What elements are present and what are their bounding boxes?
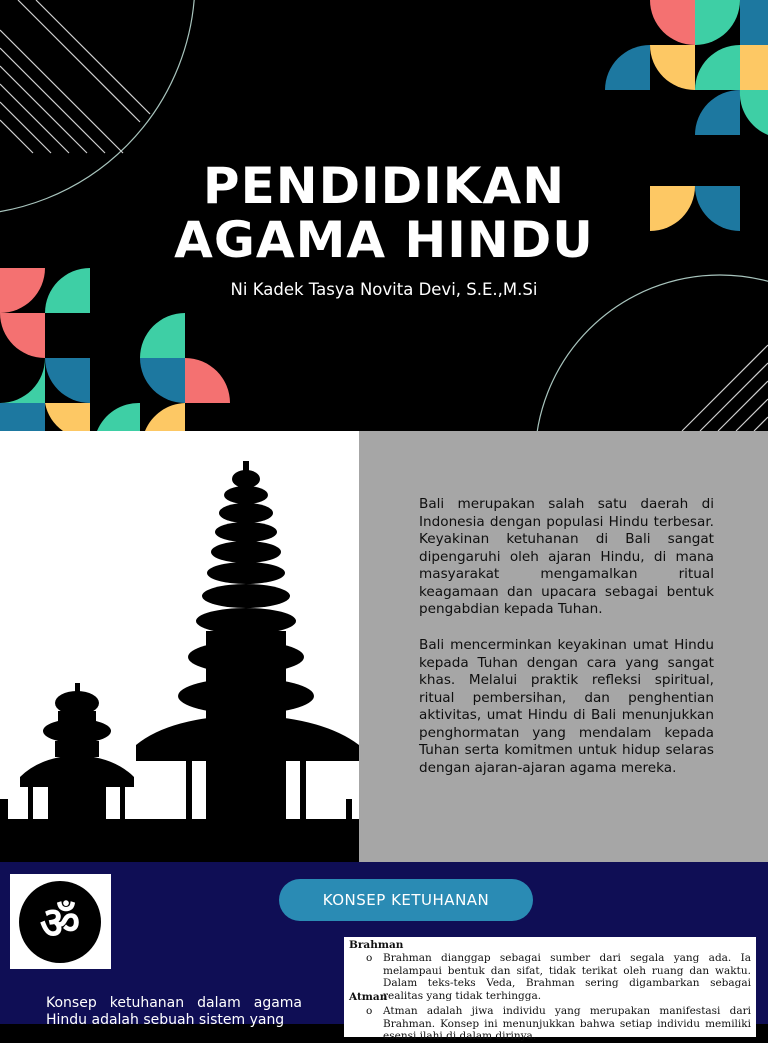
konsep-heading-button[interactable]: KONSEP KETUHANAN (279, 879, 533, 921)
definition-atman: Atman adalah jiwa individu yang merupakan manifestasi dari Brahman. Konsep ini menunjukkan bahwa setiap individu memiliki esensi ilahi di dalam dirinya. (383, 1005, 751, 1042)
om-symbol: ॐ (39, 898, 81, 949)
bullet-marker: o (366, 1005, 373, 1017)
term-brahman: Brahman (349, 939, 404, 951)
hero-banner (0, 0, 768, 431)
om-image (10, 874, 111, 969)
title-line-1: PENDIDIKAN (202, 157, 566, 215)
temple-image (0, 431, 359, 862)
author-subtitle: Ni Kadek Tasya Novita Devi, S.E.,M.Si (230, 280, 538, 299)
definition-brahman: Brahman dianggap sebagai sumber dari segala yang ada. Ia melampaui bentuk dan sifat, tidak terikat oleh ruang dan waktu. Dalam teks-teks Veda, Brahman sering digambarkan sebagai realitas yang tidak terhingga. (383, 952, 751, 1002)
konsep-section (0, 862, 768, 1042)
konsep-text: Konsep ketuhanan dalam agama Hindu adalah sebuah sistem yang (46, 995, 302, 1028)
intro-paragraph-2: Bali mencerminkan keyakinan umat Hindu kepada Tuhan dengan cara yang sangat khas. Melalui praktik refleksi spiritual, ritual pembersihan, dan penghentian aktivitas, umat Hindu di Bali menunjukkan penghormatan yang mendalam kepada Tuhan serta komitmen untuk hidup selaras dengan ajaran-ajaran agama mereka. (419, 637, 714, 776)
term-atman: Atman (349, 991, 388, 1003)
temple-silhouette (0, 431, 359, 862)
definitions-document (344, 937, 756, 1042)
bullet-marker: o (366, 952, 373, 964)
title-line-2: AGAMA HINDU (174, 211, 594, 269)
om-icon (10, 874, 111, 969)
intro-paragraph-1: Bali merupakan salah satu daerah di Indonesia dengan populasi Hindu terbesar. Keyakinan ketuhanan di Bali sangat dipengaruhi oleh ajaran Hindu, di mana masyarakat mengamalkan ritual keagamaan dan upacara sebagai bentuk pengabdian kepada Tuhan. (419, 496, 714, 617)
